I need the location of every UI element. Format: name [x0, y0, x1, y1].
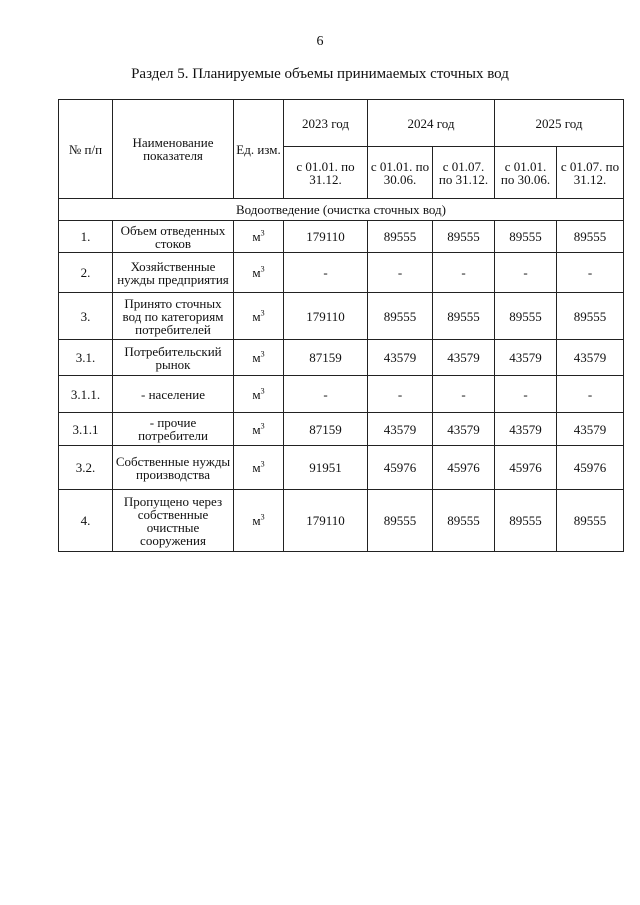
row-value: 43579 — [557, 413, 624, 446]
header-period: с 01.01. по 30.06. — [495, 147, 557, 199]
row-name: Принято сточных вод по категориям потребителей — [113, 293, 234, 340]
section-heading: Водоотведение (очистка сточных вод) — [59, 199, 624, 221]
row-unit: $м^3$ — [234, 446, 284, 490]
table-row — [59, 293, 624, 340]
row-number: 2. — [59, 253, 113, 293]
row-value: 87159 — [284, 413, 368, 446]
row-value: 179110 — [284, 490, 368, 552]
row-value: - — [433, 376, 495, 413]
row-value: - — [433, 253, 495, 293]
table-row — [59, 253, 624, 293]
header-name: Наименование показателя — [113, 100, 234, 199]
header-no: № п/п — [59, 100, 113, 199]
row-value: 43579 — [557, 340, 624, 376]
row-name: - население — [113, 376, 234, 413]
row-unit: $м^3$ — [234, 340, 284, 376]
row-value: 89555 — [368, 221, 433, 253]
row-value: 43579 — [495, 340, 557, 376]
wastewater-volume-table — [58, 99, 624, 552]
table-row — [59, 413, 624, 446]
row-value: 89555 — [495, 293, 557, 340]
row-value: 45976 — [557, 446, 624, 490]
row-number: 3.1.1. — [59, 376, 113, 413]
row-name: Пропущено через собственные очистные сооружения — [113, 490, 234, 552]
row-unit: $м^3$ — [234, 376, 284, 413]
row-value: 43579 — [368, 340, 433, 376]
row-value: 89555 — [433, 293, 495, 340]
row-value: 89555 — [433, 490, 495, 552]
table-row — [59, 221, 624, 253]
row-number: 4. — [59, 490, 113, 552]
header-year-2025: 2025 год — [495, 100, 624, 147]
row-value: - — [368, 376, 433, 413]
row-value: - — [557, 376, 624, 413]
row-value: 91951 — [284, 446, 368, 490]
row-value: - — [284, 253, 368, 293]
row-value: 87159 — [284, 340, 368, 376]
row-value: 179110 — [284, 293, 368, 340]
table-row — [59, 446, 624, 490]
row-value: 45976 — [433, 446, 495, 490]
table-row — [59, 340, 624, 376]
header-period: с 01.07. по 31.12. — [557, 147, 624, 199]
row-value: - — [495, 376, 557, 413]
page-number: 6 — [316, 34, 324, 49]
row-name: Собственные нужды производства — [113, 446, 234, 490]
header-period: с 01.01. по 31.12. — [284, 147, 368, 199]
row-unit: $м^3$ — [234, 413, 284, 446]
row-value: 43579 — [368, 413, 433, 446]
row-name: Потребительский рынок — [113, 340, 234, 376]
document-title: Раздел 5. Планируемые объемы принимаемых сточных вод — [131, 66, 509, 82]
table-row — [59, 376, 624, 413]
row-number: 3.1.1 — [59, 413, 113, 446]
row-name: Хозяйственные нужды предприятия — [113, 253, 234, 293]
row-value: 89555 — [557, 490, 624, 552]
row-value: 43579 — [433, 413, 495, 446]
row-name: Объем отведенных стоков — [113, 221, 234, 253]
row-value: 45976 — [368, 446, 433, 490]
row-value: 89555 — [557, 221, 624, 253]
header-year-2023: 2023 год — [284, 100, 368, 147]
row-number: 1. — [59, 221, 113, 253]
row-number: 3.1. — [59, 340, 113, 376]
row-value: 43579 — [433, 340, 495, 376]
row-number: 3.2. — [59, 446, 113, 490]
row-value: 179110 — [284, 221, 368, 253]
row-value: - — [284, 376, 368, 413]
row-value: - — [495, 253, 557, 293]
row-name: - прочие потребители — [113, 413, 234, 446]
row-value: - — [557, 253, 624, 293]
row-value: 89555 — [557, 293, 624, 340]
table-row — [59, 490, 624, 552]
header-unit: Ед. изм. — [234, 100, 284, 199]
row-value: - — [368, 253, 433, 293]
row-value: 89555 — [495, 490, 557, 552]
row-unit: $м^3$ — [234, 293, 284, 340]
row-value: 89555 — [495, 221, 557, 253]
row-value: 45976 — [495, 446, 557, 490]
row-unit: $м^3$ — [234, 221, 284, 253]
row-value: 89555 — [368, 293, 433, 340]
row-unit: $м^3$ — [234, 253, 284, 293]
header-period: с 01.01. по 30.06. — [368, 147, 433, 199]
row-number: 3. — [59, 293, 113, 340]
row-unit: $м^3$ — [234, 490, 284, 552]
row-value: 43579 — [495, 413, 557, 446]
row-value: 89555 — [368, 490, 433, 552]
row-value: 89555 — [433, 221, 495, 253]
header-period: с 01.07. по 31.12. — [433, 147, 495, 199]
header-year-2024: 2024 год — [368, 100, 495, 147]
